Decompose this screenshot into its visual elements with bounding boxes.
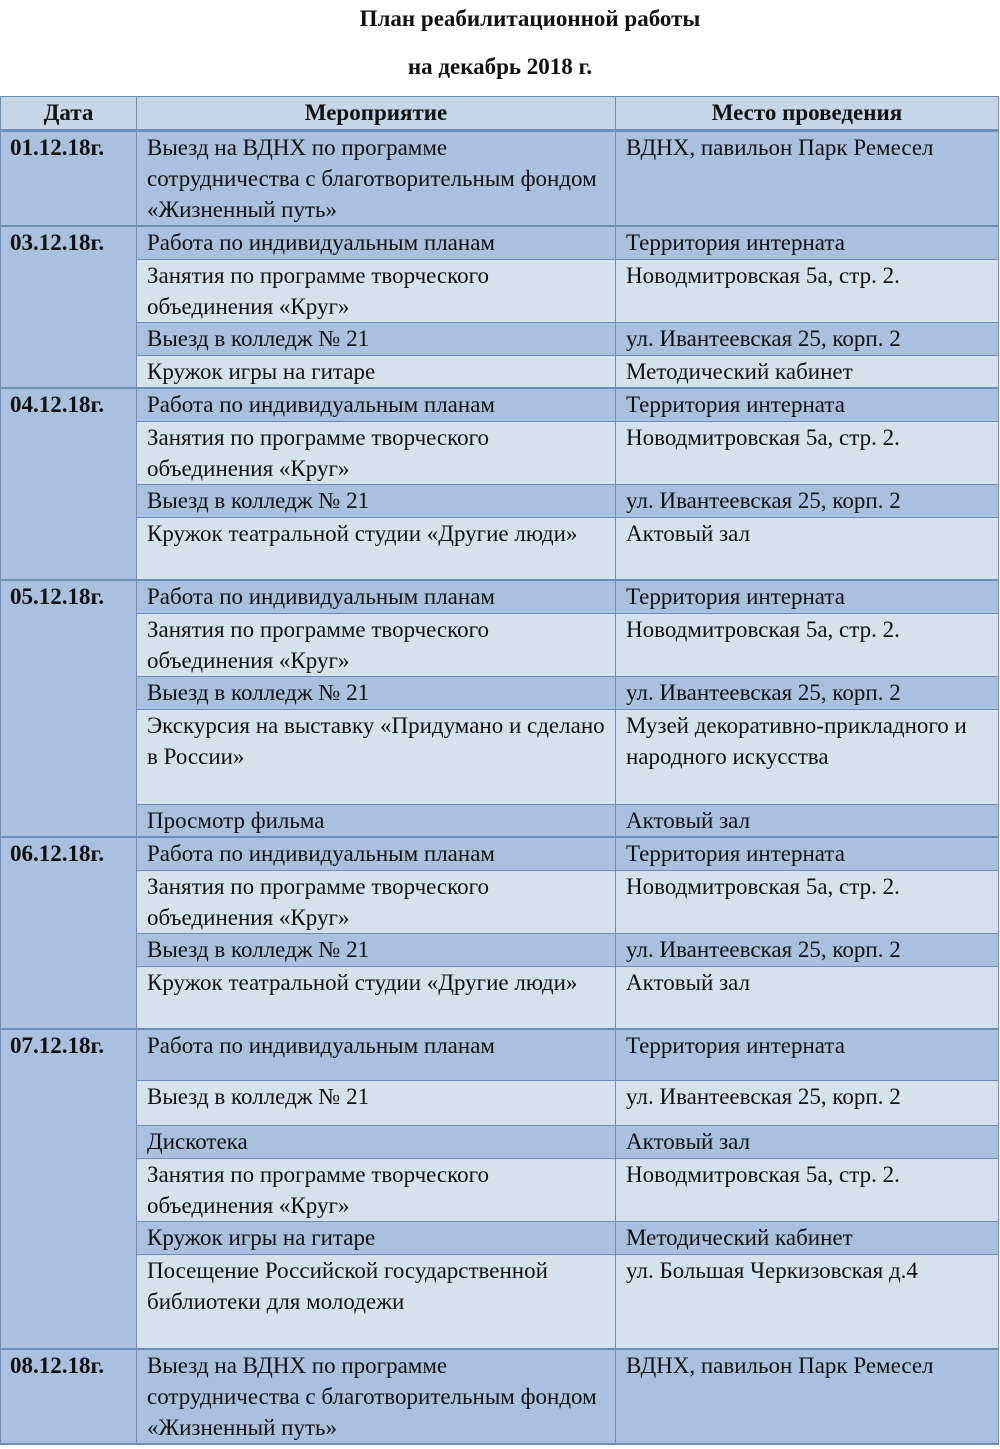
place-cell: Новодмитровская 5а, стр. 2.: [616, 613, 999, 676]
place-cell: Новодмитровская 5а, стр. 2.: [616, 259, 999, 322]
table-row: [1, 966, 999, 1029]
table-header-row: [1, 97, 999, 131]
event-cell: Работа по индивидуальным планам: [137, 837, 616, 870]
place-cell: Территория интерната: [616, 388, 999, 421]
event-cell: Дискотека: [137, 1125, 616, 1158]
event-cell: Посещение Российской государственной библиотеки для молодежи: [137, 1254, 616, 1349]
table-row: [1, 355, 999, 388]
table-row: [1, 613, 999, 676]
event-cell: Занятия по программе творческого объединения «Круг»: [137, 259, 616, 322]
event-cell: Работа по индивидуальным планам: [137, 580, 616, 613]
place-cell: Территория интерната: [616, 580, 999, 613]
place-cell: Методический кабинет: [616, 1221, 999, 1254]
place-cell: Территория интерната: [616, 1029, 999, 1080]
place-cell: ул. Ивантеевская 25, корп. 2: [616, 322, 999, 355]
event-cell: Выезд в колледж № 21: [137, 484, 616, 517]
date-cell: 08.12.18г.: [1, 1349, 137, 1444]
event-cell: Выезд в колледж № 21: [137, 933, 616, 966]
place-cell: Методический кабинет: [616, 355, 999, 388]
table-row: [1, 322, 999, 355]
place-cell: Музей декоративно-прикладного и народного искусства: [616, 709, 999, 804]
place-cell: Новодмитровская 5а, стр. 2.: [616, 421, 999, 484]
table-row: [1, 870, 999, 933]
place-cell: Актовый зал: [616, 804, 999, 837]
event-cell: Работа по индивидуальным планам: [137, 226, 616, 259]
table-row: [1, 1029, 999, 1080]
event-cell: Экскурсия на выставку «Придумано и сделано в России»: [137, 709, 616, 804]
table-row: [1, 709, 999, 804]
table-row: [1, 259, 999, 322]
table-row: [1, 388, 999, 421]
table-row: [1, 1080, 999, 1125]
event-cell: Выезд в колледж № 21: [137, 322, 616, 355]
event-cell: Просмотр фильма: [137, 804, 616, 837]
table-row: [1, 226, 999, 259]
table-row: [1, 1349, 999, 1444]
event-cell: Выезд в колледж № 21: [137, 676, 616, 709]
table-row: [1, 517, 999, 580]
place-cell: Территория интерната: [616, 837, 999, 870]
table-row: [1, 484, 999, 517]
date-cell: 01.12.18г.: [1, 131, 137, 227]
date-cell: 06.12.18г.: [1, 837, 137, 1029]
document-title: План реабилитационной работы: [359, 6, 701, 31]
table-row: [1, 131, 999, 227]
event-cell: Кружок театральной студии «Другие люди»: [137, 517, 616, 580]
place-cell: Актовый зал: [616, 966, 999, 1029]
place-cell: Актовый зал: [616, 1125, 999, 1158]
event-cell: Выезд на ВДНХ по программе сотрудничества с благотворительным фондом «Жизненный путь»: [137, 131, 616, 227]
date-cell: 05.12.18г.: [1, 580, 137, 837]
date-cell: 04.12.18г.: [1, 388, 137, 580]
event-cell: Выезд на ВДНХ по программе сотрудничества с благотворительным фондом «Жизненный путь»: [137, 1349, 616, 1444]
event-cell: Занятия по программе творческого объединения «Круг»: [137, 870, 616, 933]
place-cell: Территория интерната: [616, 226, 999, 259]
schedule-table: [0, 96, 999, 1445]
event-cell: Работа по индивидуальным планам: [137, 388, 616, 421]
column-header-place: Место проведения: [616, 97, 999, 131]
column-header-date: Дата: [1, 97, 137, 131]
table-row: [1, 1254, 999, 1349]
place-cell: ул. Ивантеевская 25, корп. 2: [616, 484, 999, 517]
table-row: [1, 1158, 999, 1221]
table-row: [1, 837, 999, 870]
place-cell: ул. Ивантеевская 25, корп. 2: [616, 676, 999, 709]
event-cell: Кружок театральной студии «Другие люди»: [137, 966, 616, 1029]
table-row: [1, 580, 999, 613]
place-cell: Актовый зал: [616, 517, 999, 580]
place-cell: ул. Большая Черкизовская д.4: [616, 1254, 999, 1349]
place-cell: ул. Ивантеевская 25, корп. 2: [616, 1080, 999, 1125]
event-cell: Занятия по программе творческого объединения «Круг»: [137, 613, 616, 676]
table-row: [1, 676, 999, 709]
schedule-body: [1, 131, 999, 1445]
event-cell: Работа по индивидуальным планам: [137, 1029, 616, 1080]
event-cell: Выезд в колледж № 21: [137, 1080, 616, 1125]
event-cell: Кружок игры на гитаре: [137, 355, 616, 388]
event-cell: Кружок игры на гитаре: [137, 1221, 616, 1254]
table-row: [1, 421, 999, 484]
event-cell: Занятия по программе творческого объединения «Круг»: [137, 421, 616, 484]
table-row: [1, 933, 999, 966]
date-cell: 03.12.18г.: [1, 226, 137, 388]
place-cell: Новодмитровская 5а, стр. 2.: [616, 870, 999, 933]
place-cell: ВДНХ, павильон Парк Ремесел: [616, 1349, 999, 1444]
date-cell: 07.12.18г.: [1, 1029, 137, 1349]
place-cell: ВДНХ, павильон Парк Ремесел: [616, 131, 999, 227]
column-header-event: Мероприятие: [137, 97, 616, 131]
table-row: [1, 1125, 999, 1158]
place-cell: ул. Ивантеевская 25, корп. 2: [616, 933, 999, 966]
table-row: [1, 804, 999, 837]
place-cell: Новодмитровская 5а, стр. 2.: [616, 1158, 999, 1221]
document-subtitle: на декабрь 2018 г.: [407, 54, 593, 79]
event-cell: Занятия по программе творческого объединения «Круг»: [137, 1158, 616, 1221]
table-row: [1, 1221, 999, 1254]
